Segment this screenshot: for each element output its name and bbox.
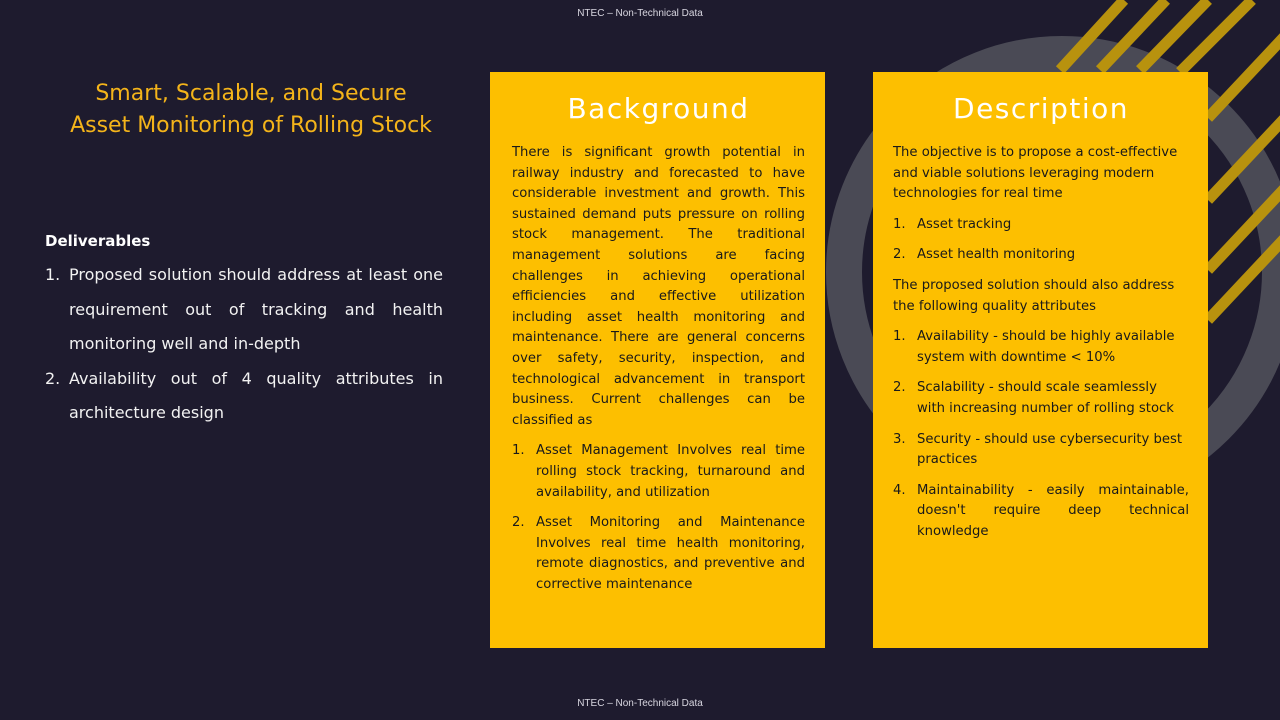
quality-attributes-list: [893, 327, 1189, 542]
background-body: [512, 143, 805, 595]
list-text: Availability out of 4 quality attributes in architecture design: [69, 368, 443, 422]
list-text: Scalability - should scale seamlessly with increasing number of rolling stock: [917, 380, 1174, 416]
deliverables-list: [45, 258, 443, 431]
title-line-2: Asset Monitoring of Rolling Stock: [70, 113, 432, 138]
list-item: [893, 481, 1189, 543]
list-number: 3.: [893, 431, 906, 447]
background-paragraph: There is significant growth potential in railway industry and forecasted to have considerable investment and growth. This sustained demand puts pressure on rolling stock management. The traditional management solutions are facing challenges in achieving operational efficiencies and effective utilization including asset health monitoring and maintenance. There are general concerns over safety, security, inspection, and technological advancement in transport business. Current challenges can be classified as: [512, 145, 805, 428]
title-line-1: Smart, Scalable, and Secure: [95, 81, 407, 106]
background-title: Background: [567, 92, 750, 125]
list-item: [512, 513, 805, 595]
list-text: Proposed solution should address at least one requirement out of tracking and health monitoring well and in-depth: [69, 265, 443, 353]
quality-intro: The proposed solution should also address the following quality attributes: [893, 277, 1175, 314]
list-text: Maintainability - easily maintainable, doesn't require deep technical knowledge: [917, 482, 1189, 539]
list-number: 2.: [512, 515, 525, 531]
background-card: [490, 72, 825, 648]
list-number: 2.: [893, 380, 906, 396]
list-text: Asset Management Involves real time rolling stock tracking, turnaround and availability, and utilization: [536, 443, 805, 500]
list-text: Asset health monitoring: [917, 247, 1076, 263]
challenges-list: [512, 441, 805, 595]
deliverables-section: [45, 230, 443, 431]
page-title: [40, 78, 462, 142]
description-card: [873, 72, 1208, 648]
description-body: [893, 143, 1189, 543]
list-text: Asset Monitoring and Maintenance Involves real time health monitoring, remote diagnostics, and preventive and corrective maintenance: [536, 515, 805, 592]
description-intro: The objective is to propose a cost-effective and viable solutions leveraging modern technologies for real time: [893, 145, 1178, 202]
list-item: [512, 441, 805, 503]
description-title: Description: [953, 92, 1129, 125]
list-item: [45, 362, 443, 431]
list-number: 4.: [893, 482, 906, 498]
list-text: Security - should use cybersecurity best practices: [917, 431, 1183, 468]
list-text: Availability - should be highly available system with downtime < 10%: [917, 329, 1175, 365]
list-item: [893, 430, 1189, 471]
list-number: 1.: [45, 265, 61, 284]
list-item: [893, 215, 1189, 236]
list-number: 1.: [512, 443, 525, 459]
list-item: [893, 378, 1189, 419]
list-item: [45, 258, 443, 362]
list-item: [893, 327, 1189, 368]
list-number: 2.: [893, 247, 906, 263]
list-item: [893, 245, 1189, 266]
footer-classification: NTEC – Non-Technical Data: [577, 698, 703, 709]
header-classification: NTEC – Non-Technical Data: [577, 8, 703, 19]
deliverables-heading: Deliverables: [45, 232, 151, 250]
objectives-list: [893, 215, 1189, 266]
list-text: Asset tracking: [917, 216, 1012, 232]
list-number: 1.: [893, 329, 906, 345]
list-number: 1.: [893, 216, 906, 232]
list-number: 2.: [45, 368, 61, 388]
